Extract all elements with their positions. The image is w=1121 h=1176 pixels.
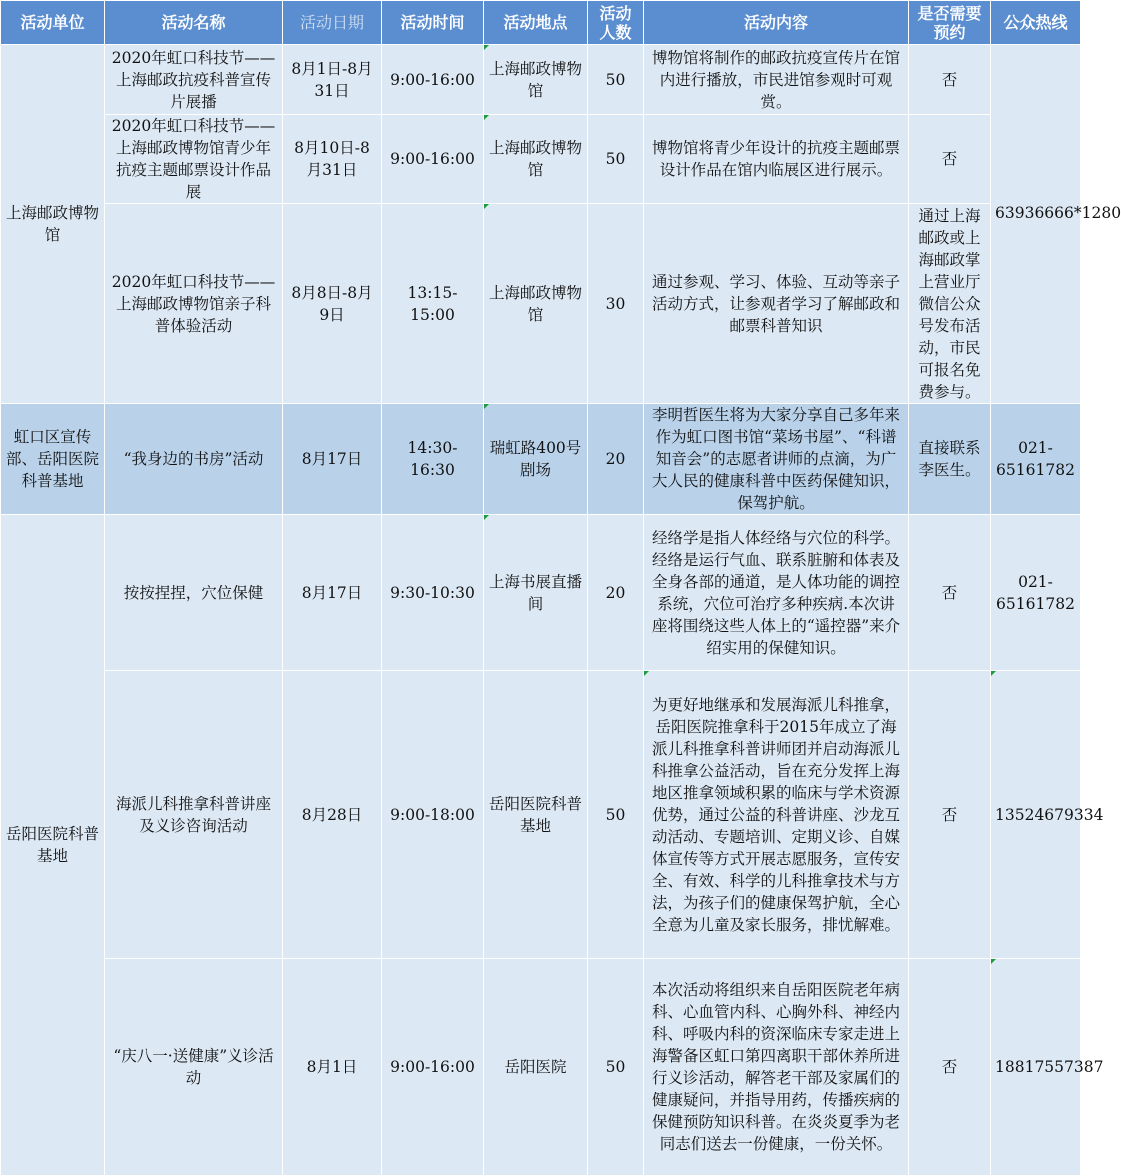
count-cell: 50 <box>588 959 644 1176</box>
content-cell: 经络学是指人体经络与穴位的科学。经络是运行气血、联系脏腑和体表及全身各部的通道，是人体功能的调控系统，穴位可治疗多种疾病.本次讲座将围绕这些人体上的“遥控器”来介绍实用的保健知识。 <box>644 515 909 671</box>
col-header-hotline: 公众热线 <box>991 1 1081 45</box>
hotline-cell: 63936666*1280 <box>991 45 1081 404</box>
header-row <box>1 1 1081 45</box>
date-cell: 8月1日-8月31日 <box>283 45 382 115</box>
name-cell: “我身边的书房”活动 <box>105 404 283 515</box>
reserve-cell: 通过上海邮政或上海邮政掌上营业厅微信公众号发布活动，市民可报名免费参与。 <box>909 204 991 404</box>
content-cell: 博物馆将制作的邮政抗疫宣传片在馆内进行播放，市民进馆参观时可观赏。 <box>644 45 909 115</box>
table-row <box>1 959 1081 1176</box>
place-cell: 上海邮政博物馆 <box>484 204 588 404</box>
hotline-cell: 18817557387 <box>991 959 1081 1176</box>
table-row <box>1 515 1081 671</box>
time-cell: 9:00-16:00 <box>382 45 484 115</box>
place-cell: 瑞虹路400号剧场 <box>484 404 588 515</box>
col-header-unit: 活动单位 <box>1 1 105 45</box>
count-cell: 20 <box>588 515 644 671</box>
col-header-content: 活动内容 <box>644 1 909 45</box>
name-cell: 海派儿科推拿科普讲座及义诊咨询活动 <box>105 671 283 959</box>
content-cell: 李明哲医生将为大家分享自己多年来作为虹口图书馆“菜场书屋”、“科谱知音会”的志愿者讲师的点滴，为广大人民的健康科普中医药保健知识，保驾护航。 <box>644 404 909 515</box>
table-row <box>1 45 1081 115</box>
unit-cell: 上海邮政博物馆 <box>1 45 105 404</box>
col-header-place: 活动地点 <box>484 1 588 45</box>
name-cell: 2020年虹口科技节——上海邮政博物馆青少年抗疫主题邮票设计作品展 <box>105 115 283 204</box>
col-header-time: 活动时间 <box>382 1 484 45</box>
name-cell: “庆八一·送健康”义诊活动 <box>105 959 283 1176</box>
table-row <box>1 115 1081 204</box>
place-cell: 岳阳医院科普基地 <box>484 671 588 959</box>
table-row <box>1 204 1081 404</box>
count-cell: 50 <box>588 45 644 115</box>
place-cell: 上海邮政博物馆 <box>484 45 588 115</box>
hotline-cell: 13524679334 <box>991 671 1081 959</box>
reserve-cell: 否 <box>909 115 991 204</box>
place-cell: 岳阳医院 <box>484 959 588 1176</box>
content-cell: 博物馆将青少年设计的抗疫主题邮票设计作品在馆内临展区进行展示。 <box>644 115 909 204</box>
time-cell: 9:00-16:00 <box>382 115 484 204</box>
col-header-name: 活动名称 <box>105 1 283 45</box>
time-cell: 9:00-18:00 <box>382 671 484 959</box>
col-header-count: 活动人数 <box>588 1 644 45</box>
name-cell: 2020年虹口科技节——上海邮政抗疫科普宣传片展播 <box>105 45 283 115</box>
count-cell: 30 <box>588 204 644 404</box>
count-cell: 20 <box>588 404 644 515</box>
place-cell: 上海书展直播间 <box>484 515 588 671</box>
hotline-cell: 021-65161782 <box>991 404 1081 515</box>
count-cell: 50 <box>588 115 644 204</box>
date-cell: 8月28日 <box>283 671 382 959</box>
table-row <box>1 671 1081 959</box>
place-cell: 上海邮政博物馆 <box>484 115 588 204</box>
col-header-date: 活动日期 <box>283 1 382 45</box>
time-cell: 9:00-16:00 <box>382 959 484 1176</box>
reserve-cell: 否 <box>909 45 991 115</box>
time-cell: 9:30-10:30 <box>382 515 484 671</box>
count-cell: 50 <box>588 671 644 959</box>
date-cell: 8月10日-8月31日 <box>283 115 382 204</box>
content-cell: 通过参观、学习、体验、互动等亲子活动方式，让参观者学习了解邮政和邮票科普知识 <box>644 204 909 404</box>
date-cell: 8月8日-8月9日 <box>283 204 382 404</box>
unit-cell: 岳阳医院科普基地 <box>1 515 105 1176</box>
table-row <box>1 404 1081 515</box>
date-cell: 8月1日 <box>283 959 382 1176</box>
date-cell: 8月17日 <box>283 404 382 515</box>
content-cell: 本次活动将组织来自岳阳医院老年病科、心血管内科、心胸外科、神经内科、呼吸内科的资深临床专家走进上海警备区虹口第四离职干部休养所进行义诊活动，解答老干部及家属们的健康疑问，并指导用药，传播疾病的保健预防知识科普。在炎炎夏季为老同志们送去一份健康，一份关怀。 <box>644 959 909 1176</box>
date-cell: 8月17日 <box>283 515 382 671</box>
name-cell: 2020年虹口科技节——上海邮政博物馆亲子科普体验活动 <box>105 204 283 404</box>
time-cell: 13:15-15:00 <box>382 204 484 404</box>
reserve-cell: 否 <box>909 515 991 671</box>
unit-cell: 虹口区宣传部、岳阳医院科普基地 <box>1 404 105 515</box>
col-header-reserve: 是否需要预约 <box>909 1 991 45</box>
content-cell: 为更好地继承和发展海派儿科推拿，岳阳医院推拿科于2015年成立了海派儿科推拿科普讲师团并启动海派儿科推拿公益活动，旨在充分发挥上海地区推拿领域积累的临床与学术资源优势，通过公益的科普讲座、沙龙互动活动、专题培训、定期义诊、自媒体宣传等方式开展志愿服务，宣传安全、有效、科学的儿科推拿技术与方法，为孩子们的健康保驾护航，全心全意为儿童及家长服务，排忧解难。 <box>644 671 909 959</box>
reserve-cell: 否 <box>909 959 991 1176</box>
hotline-cell: 021-65161782 <box>991 515 1081 671</box>
reserve-cell: 否 <box>909 671 991 959</box>
reserve-cell: 直接联系李医生。 <box>909 404 991 515</box>
name-cell: 按按捏捏，穴位保健 <box>105 515 283 671</box>
time-cell: 14:30-16:30 <box>382 404 484 515</box>
